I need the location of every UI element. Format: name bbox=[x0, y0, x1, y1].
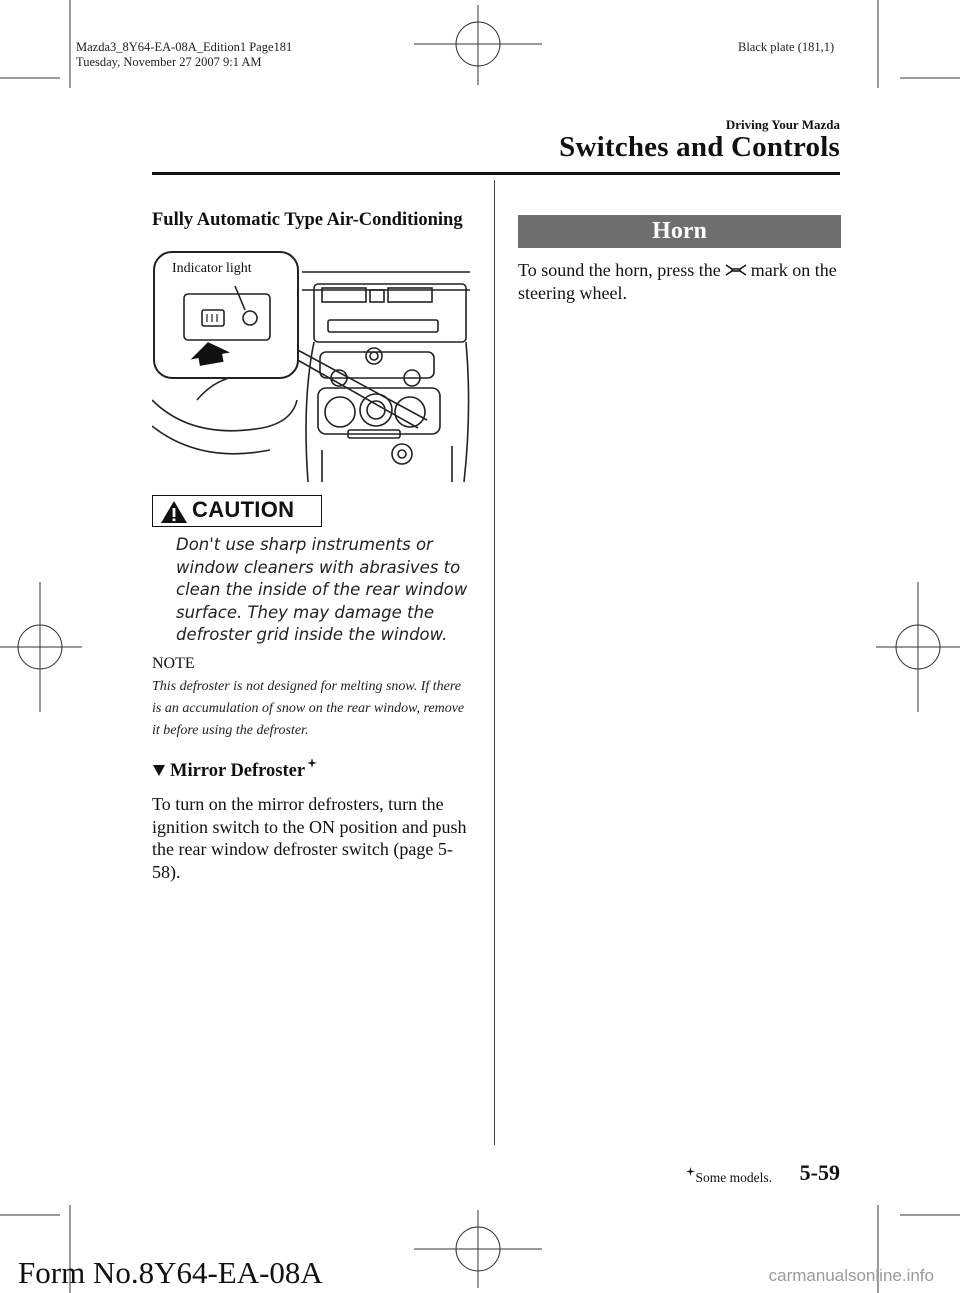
horn-text bbox=[518, 259, 841, 304]
imprint-line-2: Tuesday, November 27 2007 9:1 AM bbox=[76, 55, 262, 69]
watermark: carmanualsonline.info bbox=[768, 1266, 934, 1285]
subheading-auto-ac: Fully Automatic Type Air-Conditioning bbox=[152, 210, 463, 230]
column-divider bbox=[494, 180, 495, 1145]
imprint-line-1: Mazda3_8Y64-EA-08A_Edition1 Page181 bbox=[76, 40, 293, 54]
note-label: NOTE bbox=[152, 655, 195, 672]
section-title: Switches and Controls bbox=[559, 131, 840, 163]
header-rule bbox=[152, 172, 840, 175]
horn-text-before: To sound the horn, press the bbox=[518, 260, 721, 280]
page-number: 5-59 bbox=[799, 1160, 840, 1185]
horn-text-after: mark on the steering wheel. bbox=[518, 260, 837, 303]
footnote-text: Some models. bbox=[695, 1170, 772, 1185]
warning-triangle-icon bbox=[160, 500, 188, 524]
star-icon bbox=[686, 1167, 695, 1176]
horn-heading: Horn bbox=[518, 215, 841, 248]
print-imprint bbox=[76, 40, 292, 70]
form-number: Form No.8Y64-EA-08A bbox=[18, 1255, 323, 1290]
caution-label: CAUTION bbox=[192, 497, 295, 522]
down-triangle-icon bbox=[152, 763, 166, 777]
mirror-defroster-title: Mirror Defroster bbox=[170, 761, 306, 781]
defroster-switch-figure bbox=[152, 250, 470, 482]
mirror-defroster-text: To turn on the mirror defrosters, turn the ignition switch to the ON position and push the rear window defroster switch (page 5-58). bbox=[152, 794, 467, 882]
star-icon bbox=[307, 758, 317, 768]
horn-icon bbox=[723, 263, 749, 277]
mirror-defroster-heading bbox=[152, 758, 317, 782]
plate-label: Black plate (181,1) bbox=[738, 40, 835, 54]
chapter-title: Driving Your Mazda bbox=[725, 117, 840, 132]
indicator-light-callout: Indicator light bbox=[172, 261, 252, 276]
footnote bbox=[686, 1167, 773, 1186]
note-text: This defroster is not designed for melting snow. If there is an accumulation of snow on the rear window, remove it before using the defroster. bbox=[152, 679, 465, 738]
caution-text: Don't use sharp instruments or window cleaners with abrasives to clean the inside of the rear window surface. They may damage the defroster grid inside the window. bbox=[176, 535, 468, 644]
